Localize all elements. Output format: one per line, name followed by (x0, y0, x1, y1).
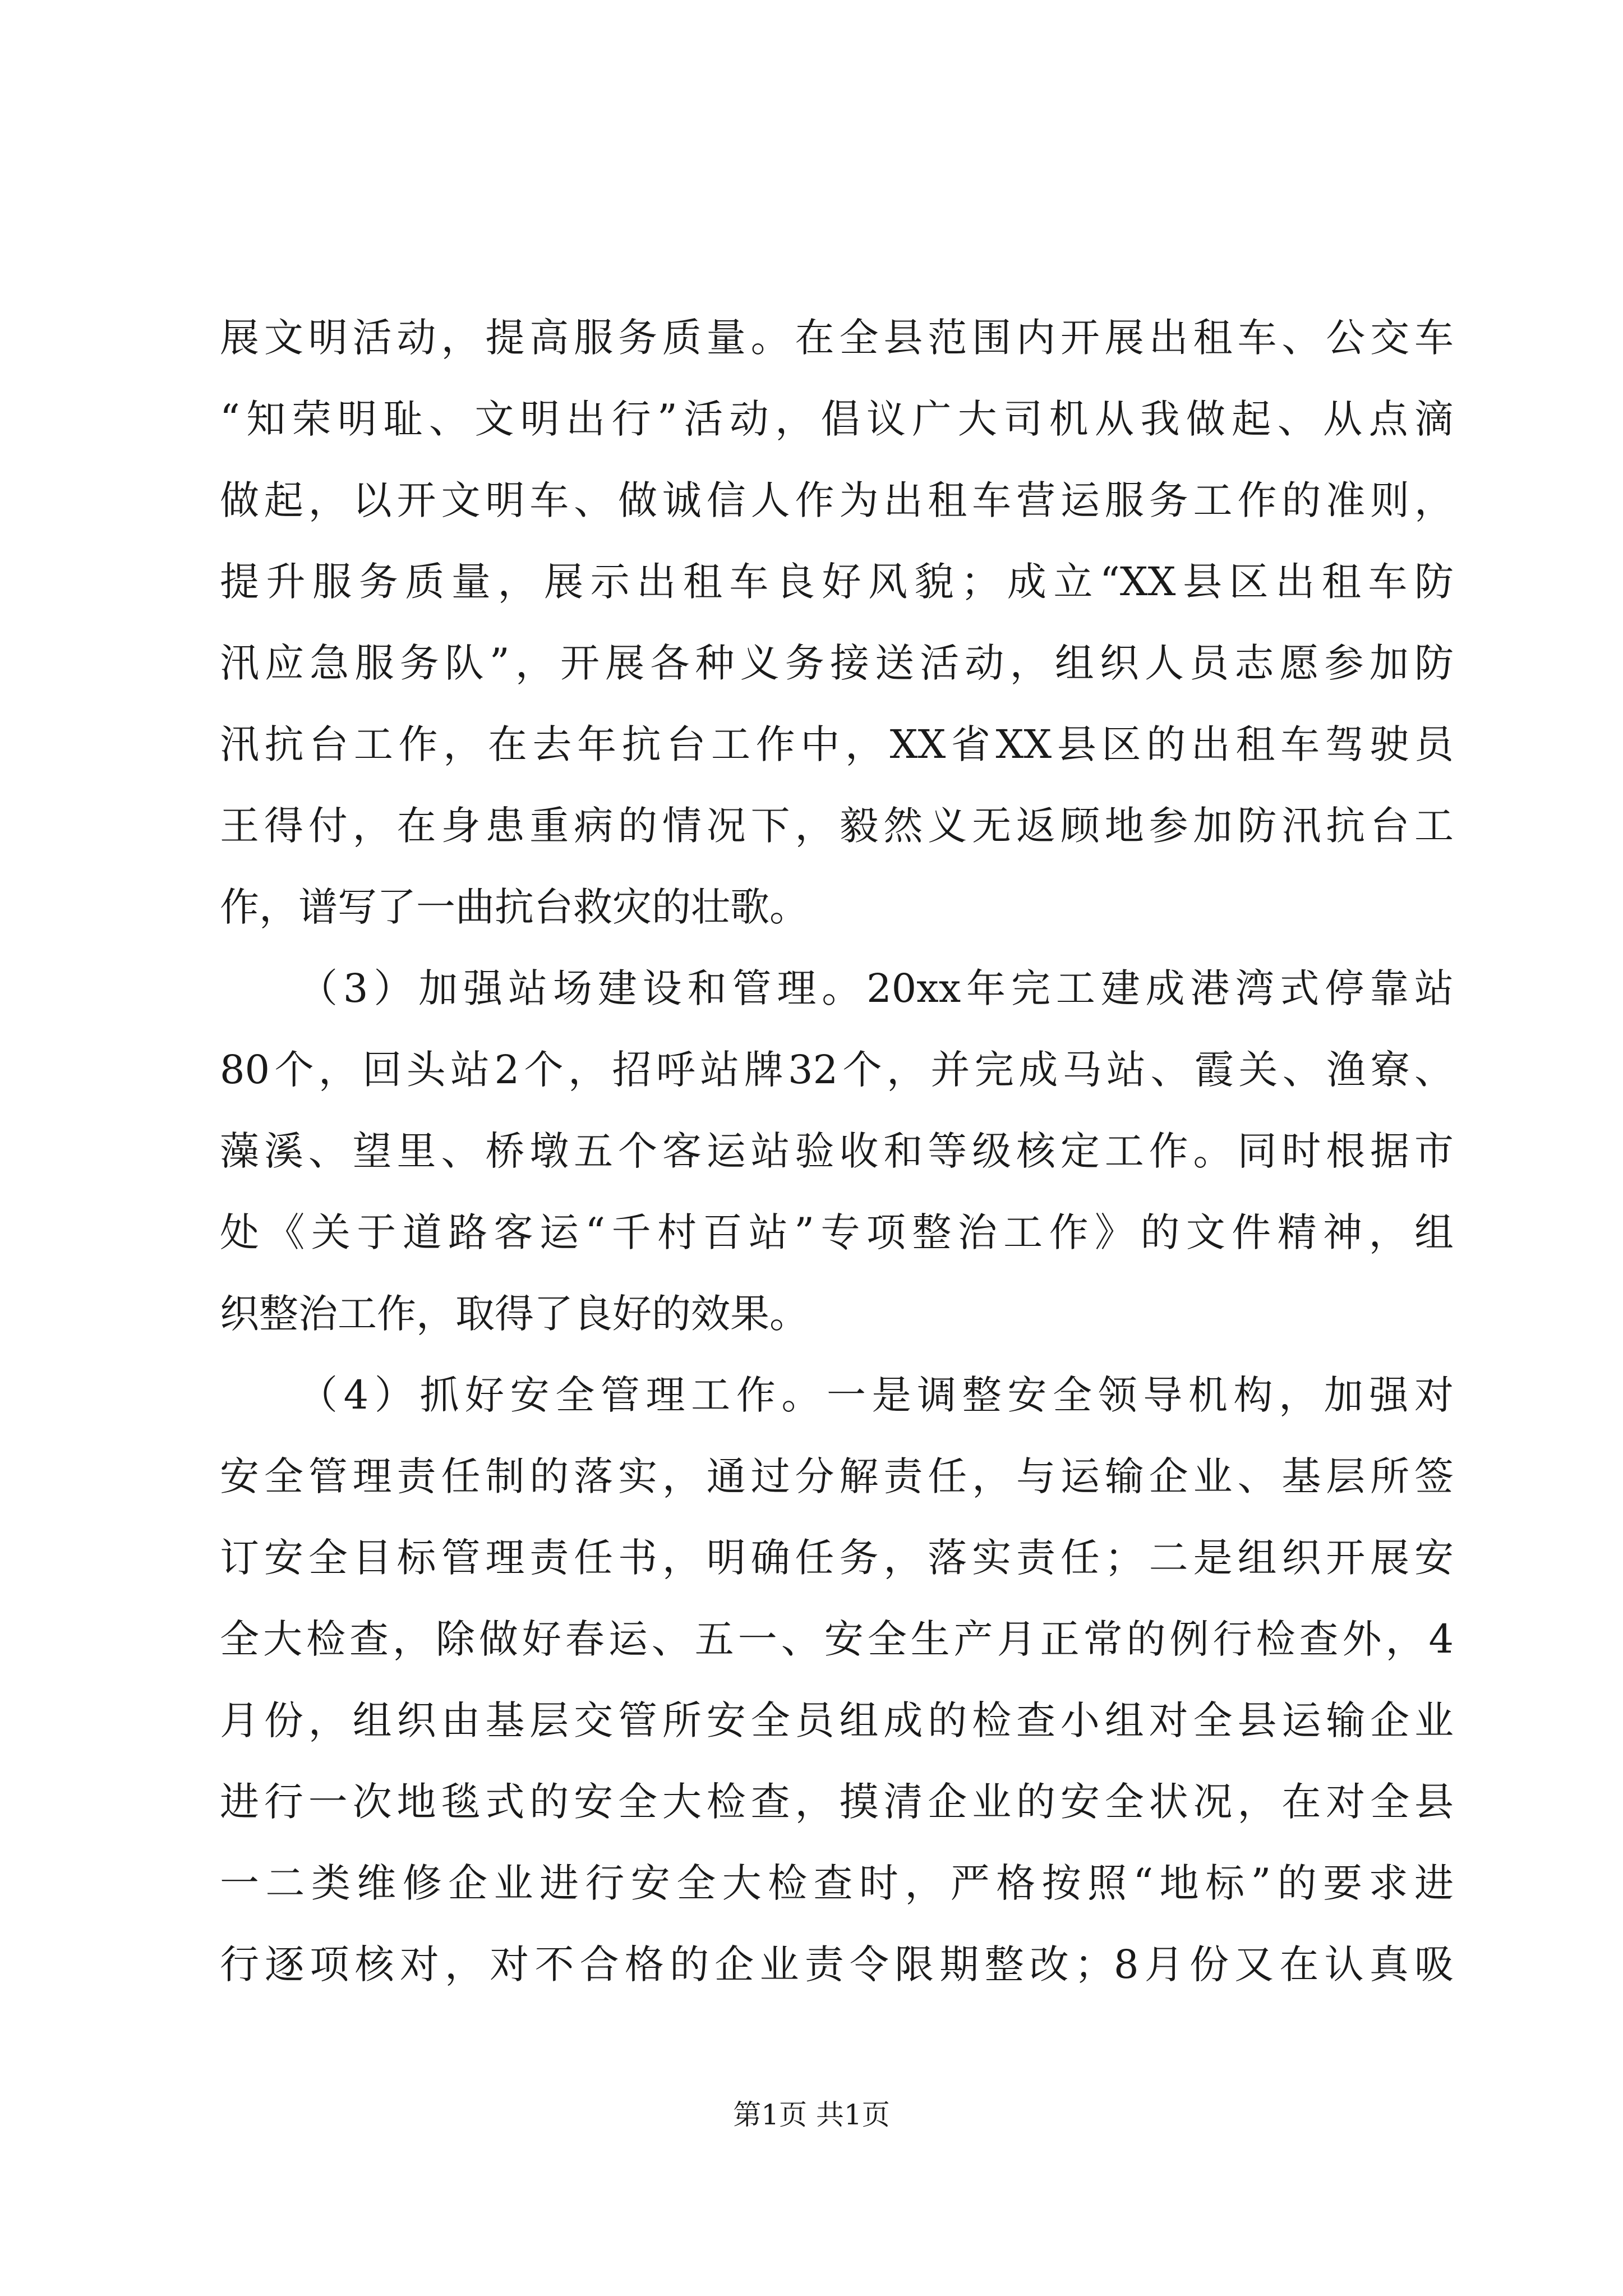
text-line: 作，谱写了一曲抗台救灾的壮歌。 (220, 884, 809, 930)
text-line: 订安全目标管理责任书，明确任务，落实责任；二是组织开展安 (220, 1535, 1454, 1581)
text-line: （3）加强站场建设和管理。20xx年完工建成港湾式停靠站 (298, 965, 1454, 1011)
text-line: 展文明活动，提高服务质量。在全县范围内开展出租车、公交车 (220, 315, 1454, 361)
text-line: 处《关于道路客运“千村百站”专项整治工作》的文件精神，组 (220, 1209, 1454, 1255)
text-line: 一二类维修企业进行安全大检查时，严格按照“地标”的要求进 (220, 1860, 1454, 1906)
page-footer: 第1页 共1页 (733, 2099, 890, 2131)
text-line: 提升服务质量，展示出租车良好风貌；成立“XX县区出租车防 (220, 559, 1454, 605)
text-line: 王得付，在身患重病的情况下，毅然义无返顾地参加防汛抗台工 (220, 803, 1454, 849)
text-line: 80个，回头站2个，招呼站牌32个，并完成马站、霞关、渔寮、 (220, 1047, 1454, 1093)
body-text (220, 297, 1454, 2005)
text-line: 行逐项核对，对不合格的企业责令限期整改；8月份又在认真吸 (220, 1941, 1454, 1987)
text-line: 进行一次地毯式的安全大检查，摸清企业的安全状况，在对全县 (220, 1779, 1454, 1825)
text-line: 汛应急服务队”，开展各种义务接送活动，组织人员志愿参加防 (220, 640, 1454, 686)
text-line: 汛抗台工作，在去年抗台工作中，XX省XX县区的出租车驾驶员 (220, 721, 1454, 767)
text-line: （4）抓好安全管理工作。一是调整安全领导机构，加强对 (298, 1372, 1454, 1418)
text-line: 全大检查，除做好春运、五一、安全生产月正常的例行检查外，4 (220, 1616, 1454, 1662)
text-line: 做起，以开文明车、做诚信人作为出租车营运服务工作的准则， (220, 477, 1454, 523)
text-line: 藻溪、望里、桥墩五个客运站验收和等级核定工作。同时根据市 (220, 1128, 1454, 1174)
text-line: 月份，组织由基层交管所安全员组成的检查小组对全县运输企业 (220, 1697, 1454, 1743)
text-line: 安全管理责任制的落实，通过分解责任，与运输企业、基层所签 (220, 1453, 1454, 1499)
text-line: “知荣明耻、文明出行”活动，倡议广大司机从我做起、从点滴 (220, 396, 1454, 442)
text-line: 织整治工作，取得了良好的效果。 (220, 1291, 809, 1337)
